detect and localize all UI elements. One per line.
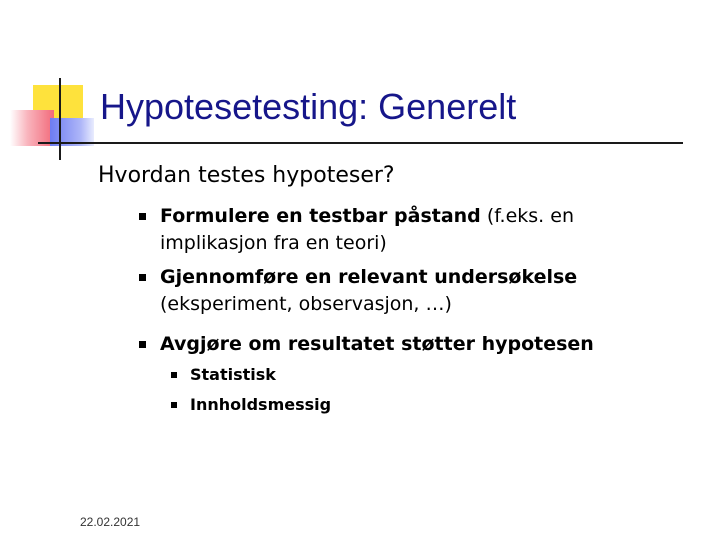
sub-bullet-item-2 (190, 395, 331, 415)
slide-title: Hypotesetesting: Generelt (100, 86, 517, 127)
bullet-bold-text: Formulere en testbar påstand (160, 205, 481, 227)
main-question: Hvordan testes hypoteser? (98, 163, 395, 188)
title-underline-rule (38, 142, 683, 144)
bullet-item-3 (160, 331, 660, 358)
sub-bullet-item-1 (190, 365, 276, 385)
square-bullet-icon (171, 372, 177, 378)
bullet-item-1 (160, 203, 660, 257)
bullet-item-2 (160, 264, 660, 318)
red-gradient-decoration (10, 110, 54, 146)
square-bullet-icon (171, 402, 177, 408)
bullet-normal-text: (eksperiment, observasjon, …) (160, 293, 452, 315)
square-bullet-icon (139, 213, 146, 220)
bullet-normal-text: (f.eks. en implikasjon fra en teori) (160, 205, 574, 254)
sub-bullet-text: Innholdsmessig (190, 395, 332, 414)
sub-bullet-text: Statistisk (190, 365, 276, 384)
square-bullet-icon (139, 274, 146, 281)
vertical-rule (59, 78, 61, 160)
slide-date: 22.02.2021 (80, 515, 141, 529)
square-bullet-icon (139, 341, 146, 348)
bullet-bold-text: Gjennomføre en relevant undersøkelse (160, 266, 578, 288)
decorative-corner-graphic (0, 0, 110, 170)
bullet-bold-text: Avgjøre om resultatet støtter hypotesen (160, 333, 594, 355)
